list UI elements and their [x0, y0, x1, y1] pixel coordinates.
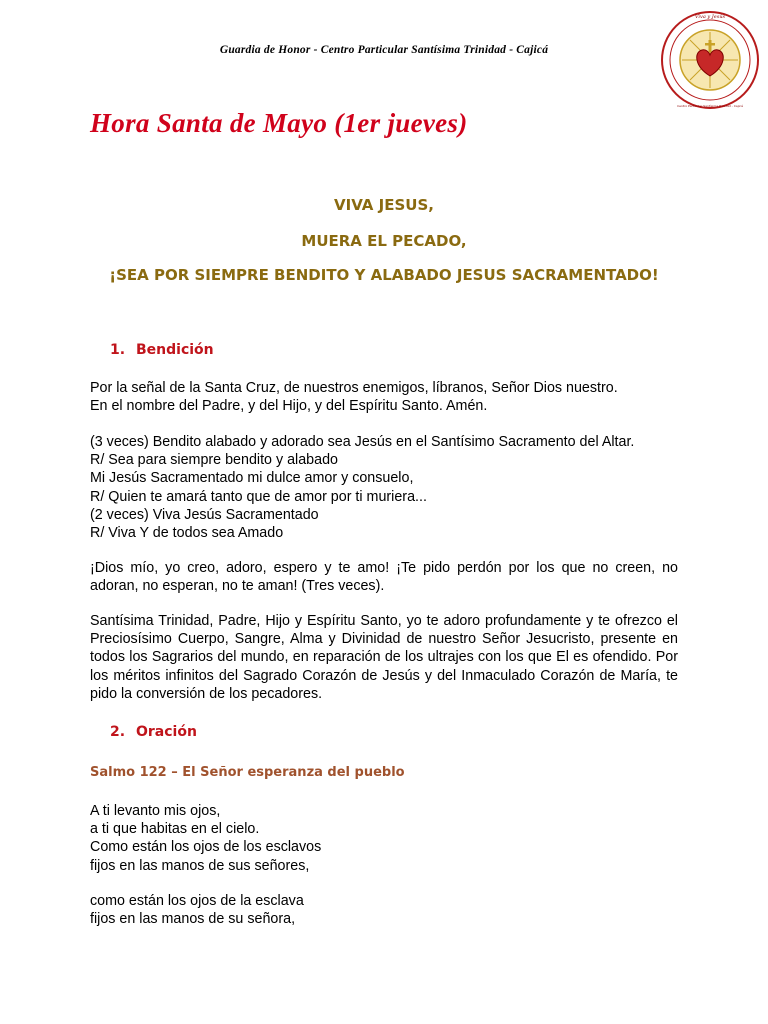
section-heading-bendicion — [110, 342, 214, 358]
text-line: En el nombre del Padre, y del Hijo, y del Espíritu Santo. Amén. — [90, 398, 488, 415]
section-number: 2. — [110, 724, 126, 740]
paragraph-santisima-trinidad: Santísima Trinidad, Padre, Hijo y Espíritu Santo, yo te adoro profundamente y te ofrezco el Preciosísimo Cuerpo, Sangre, Alma y Divinidad de nuestro Señor Jesucristo, presente en todos los Sagrarios del mundo, en reparación de los ultrajes con los que El es ofendido. Por los méritos infinitos del Sagrado Corazón de Jesús y del Inmaculado Corazón de María, te pido la conversión de los pecadores. — [90, 613, 678, 702]
text-line: Mi Jesús Sacramentado mi dulce amor y consuelo, — [90, 470, 414, 487]
section-title: Oración — [136, 724, 197, 740]
guardia-de-honor-logo — [660, 10, 760, 110]
section-title: Bendición — [136, 342, 214, 358]
verse-line: fijos en las manos de sus señores, — [90, 857, 310, 874]
psalm-stanza-2 — [90, 892, 678, 928]
invocation-muera-pecado: MUERA EL PECADO, — [301, 232, 467, 250]
document-title: Hora Santa de Mayo (1er jueves) — [90, 108, 468, 138]
section-heading-oracion — [110, 724, 197, 740]
invocation-viva-jesus: VIVA JESUS, — [334, 196, 434, 214]
paragraph-dios-mio: ¡Dios mío, yo creo, adoro, espero y te amo! ¡Te pido perdón por los que no creen, no adoran, no esperan, no te aman! (Tres veces). — [90, 560, 678, 595]
section-number: 1. — [110, 342, 126, 358]
paragraph-bendito-alabado — [90, 433, 678, 542]
logo-bottom-text: Centro Particular Santísima Trinidad - Cajicá — [677, 104, 743, 108]
text-line: (2 veces) Viva Jesús Sacramentado — [90, 506, 319, 523]
invocation-bendito-alabado: ¡SEA POR SIEMPRE BENDITO Y ALABADO JESUS SACRAMENTADO! — [109, 266, 659, 284]
text-line: R/ Viva Y de todos sea Amado — [90, 525, 284, 542]
verse-line: fijos en las manos de su señora, — [90, 911, 296, 928]
verse-line: a ti que habitas en el cielo. — [90, 821, 260, 838]
text-line: Por la señal de la Santa Cruz, de nuestros enemigos, líbranos, Señor Dios nuestro. — [90, 380, 618, 396]
text-line: R/ Sea para siempre bendito y alabado — [90, 452, 338, 469]
verse-line: como están los ojos de la esclava — [90, 893, 304, 909]
psalm-stanza-1 — [90, 802, 678, 875]
verse-line: A ti levanto mis ojos, — [90, 803, 221, 819]
text-line: R/ Quien te amará tanto que de amor por ti muriera... — [90, 488, 427, 505]
paragraph-sign-of-cross — [90, 379, 678, 415]
verse-line: Como están los ojos de los esclavos — [90, 839, 322, 856]
text-line: (3 veces) Bendito alabado y adorado sea Jesús en el Santísimo Sacramento del Altar. — [90, 434, 635, 450]
page-header: Guardia de Honor - Centro Particular Santísima Trinidad - Cajicá — [219, 44, 549, 56]
logo-top-text: Viva y Jesús — [694, 14, 726, 20]
psalm-title: Salmo 122 – El Señor esperanza del pueblo — [90, 765, 405, 780]
